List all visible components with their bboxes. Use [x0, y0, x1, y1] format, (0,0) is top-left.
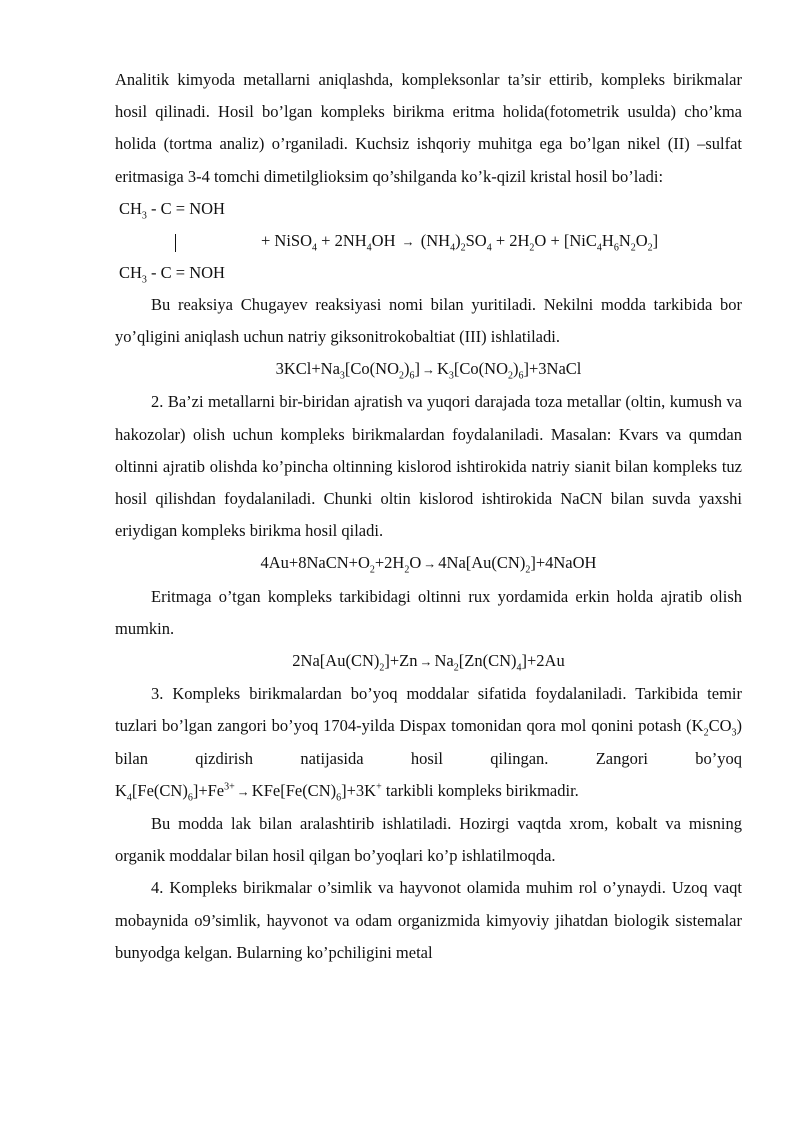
paragraph-chugayev: Bu reaksiya Chugayev reaksiyasi nomi bilan yuritiladi. Nekilni modda tarkibida bor yo’qligini aniqlash uchun natriy giksonitrokobaltiat (III) ishlatiladi. — [115, 294, 742, 347]
bond-bar — [175, 234, 176, 252]
chugayev-reaction-formula — [115, 193, 742, 289]
paragraph-biology: 4. Kompleks birikmalar o’simlik va hayvonot olamida muhim rol o’ynaydi. Uzoq vaqt mobaynida o9’simlik, hayvonot va odam organizmida kimyoviy jihatdan biologik sistemalar bunyodga kelgan. Bularning ko’pchiligini metal — [115, 878, 742, 962]
paragraph-lacquer: Bu modda lak bilan aralashtirib ishlatiladi. Hozirgi vaqtda xrom, kobalt va misning organik moddalar bilan hosil qilgan bo’yoqlari ko’p ishlatilmoqda. — [115, 814, 742, 866]
chugayev-reaction-rest: + NiSO$_4$ + $2NH_4OH \to (NH_4)_2SO_4 + 2H_2O + [NiC_4H_6N_2O_2]$ — [261, 230, 659, 254]
paragraph-zinc: Eritmaga o’tgan kompleks tarkibidagi oltinni rux yordamida erkin holda ajratib olish mumkin. — [115, 586, 742, 638]
paragraph-pigments: 3. Kompleks birikmalardan bo’yoq moddalar sifatida foydalaniladi. Tarkibida temir tuzlari bo’lgan zangori bo’yoq 1704-yilda Dispax tomonidan qora mol qonini potash $(K_2CO_3)$ bilan qizdirish natijasida hosil qilingan. Zangori bo’yoq $K_4[Fe(CN)_6]+Fe^{3+} \to KFe[Fe(CN)_6]+3K^+$ tarkibli kompleks birikmadir. — [115, 684, 742, 804]
document-page — [115, 64, 742, 969]
equation-cobaltinitrite: $3KCl+Na_3[Co(NO_2)_6]$ → $K_3[Co(NO_2)_6]+3NaCl$ — [275, 359, 582, 382]
paragraph-gold-extraction: 2. Ba’zi metallarni bir-biridan ajratish va yuqori darajada toza metallar (oltin, kumush va hakozolar) olish uchun kompleks birikmalardan foydalaniladi. Masalan: Kvars va qumdan oltinni ajratib olishda ko’pincha oltinning kislorod ishtirokida natriy sianit bilan kompleks tuz hosil qilishdan foydalaniladi. Chunki oltin kislorod ishtirokida NaCN bilan suvda yaxshi eriydigan kompleks birikma hosil qiladi. — [115, 392, 742, 541]
equation-gold-cyanide: $4Au+8NaCN+O_2+2H_2O$ → $4Na[Au(CN)_2]+4NaOH$ — [260, 553, 597, 576]
equation-zinc-reduction: $2Na[Au(CN)_2]+Zn \to Na_2[Zn(CN)_4]+2Au$ — [292, 651, 565, 674]
paragraph-intro: Analitik kimyoda metallarni aniqlashda, kompleksonlar ta’sir ettirib, kompleks birikmalar hosil qilinadi. Hosil bo’lgan kompleks birikma eritma holida(fotometrik usulda) cho’kma holida (tortma analiz) o’rganiladi. Kuchsiz ishqoriy muhitga ega bo’lgan nikel (II) –sulfat eritmasiga 3-4 tomchi dimetilglioksim qo’shilganda ko’k-qizil kristal hosil bo’ladi: — [115, 70, 742, 186]
dimethylglyoxime-line-1: $CH_3$ - C = NOH — [119, 198, 225, 222]
dimethylglyoxime-line-2: $CH_3$ - C = NOH — [119, 262, 225, 286]
